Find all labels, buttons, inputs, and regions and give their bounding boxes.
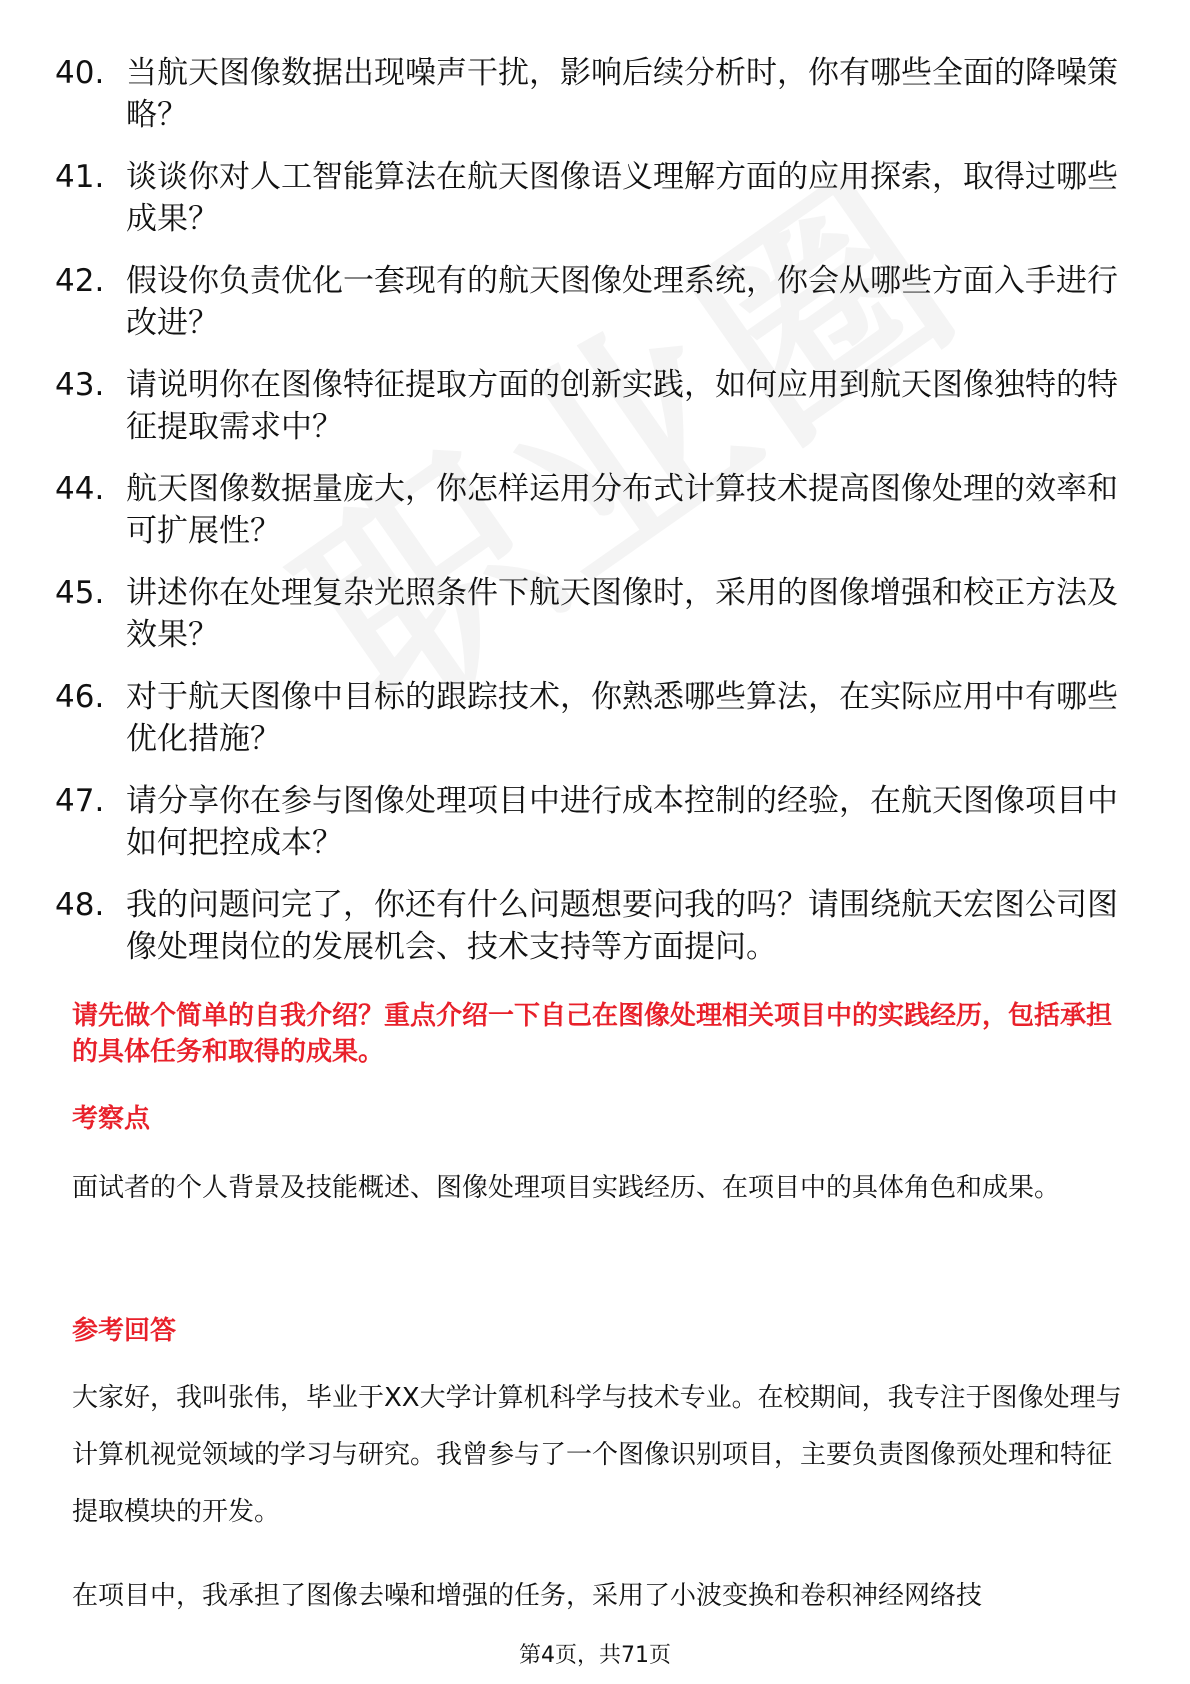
question-item (0, 52, 1190, 136)
question-number: 40. (55, 55, 105, 91)
answer-paragraph: 在项目中，我承担了图像去噪和增强的任务，采用了小波变换和卷积神经网络技 (72, 1581, 983, 1611)
question-text: 当航天图像数据出现噪声干扰，影响后续分析时，你有哪些全面的降噪策略？ (126, 55, 1118, 133)
question-item (0, 676, 1190, 760)
question-text: 航天图像数据量庞大，你怎样运用分布式计算技术提高图像处理的效率和可扩展性？ (126, 471, 1118, 549)
highlight-question: 请先做个简单的自我介绍？重点介绍一下自己在图像处理相关项目中的实践经历，包括承担的具体任务和取得的成果。 (72, 1001, 1113, 1067)
section-label-focus: 考察点 (72, 1104, 151, 1134)
question-number: 48. (55, 887, 105, 923)
question-text: 假设你负责优化一套现有的航天图像处理系统，你会从哪些方面入手进行改进？ (126, 263, 1118, 341)
question-text: 讲述你在处理复杂光照条件下航天图像时，采用的图像增强和校正方法及效果？ (126, 575, 1118, 653)
answer-paragraph: 大家好，我叫张伟，毕业于XX大学计算机科学与技术专业。在校期间，我专注于图像处理与计算机视觉领域的学习与研究。我曾参与了一个图像识别项目，主要负责图像预处理和特征提取模块的开发。 (72, 1383, 1122, 1527)
question-text: 请说明你在图像特征提取方面的创新实践，如何应用到航天图像独特的特征提取需求中？ (126, 367, 1118, 445)
question-text: 谈谈你对人工智能算法在航天图像语义理解方面的应用探索，取得过哪些成果？ (126, 159, 1118, 237)
question-item (0, 468, 1190, 552)
question-number: 44. (55, 471, 105, 507)
question-list (0, 52, 1190, 988)
question-text: 请分享你在参与图像处理项目中进行成本控制的经验，在航天图像项目中如何把控成本？ (126, 783, 1118, 861)
question-item (0, 780, 1190, 864)
focus-text: 面试者的个人背景及技能概述、图像处理项目实践经历、在项目中的具体角色和成果。 (72, 1173, 1061, 1203)
question-item (0, 260, 1190, 344)
question-item (0, 364, 1190, 448)
question-number: 47. (55, 783, 105, 819)
question-item (0, 156, 1190, 240)
question-text: 我的问题问完了，你还有什么问题想要问我的吗？请围绕航天宏图公司图像处理岗位的发展机会、技术支持等方面提问。 (126, 887, 1118, 965)
question-item (0, 884, 1190, 968)
question-number: 41. (55, 159, 105, 195)
question-number: 43. (55, 367, 105, 403)
question-number: 42. (55, 263, 105, 299)
section-label-answer: 参考回答 (72, 1316, 177, 1346)
question-number: 45. (55, 575, 105, 611)
question-number: 46. (55, 679, 105, 715)
question-item (0, 572, 1190, 656)
page-footer: 第4页，共71页 (519, 1643, 671, 1668)
question-text: 对于航天图像中目标的跟踪技术，你熟悉哪些算法，在实际应用中有哪些优化措施？ (126, 679, 1118, 757)
